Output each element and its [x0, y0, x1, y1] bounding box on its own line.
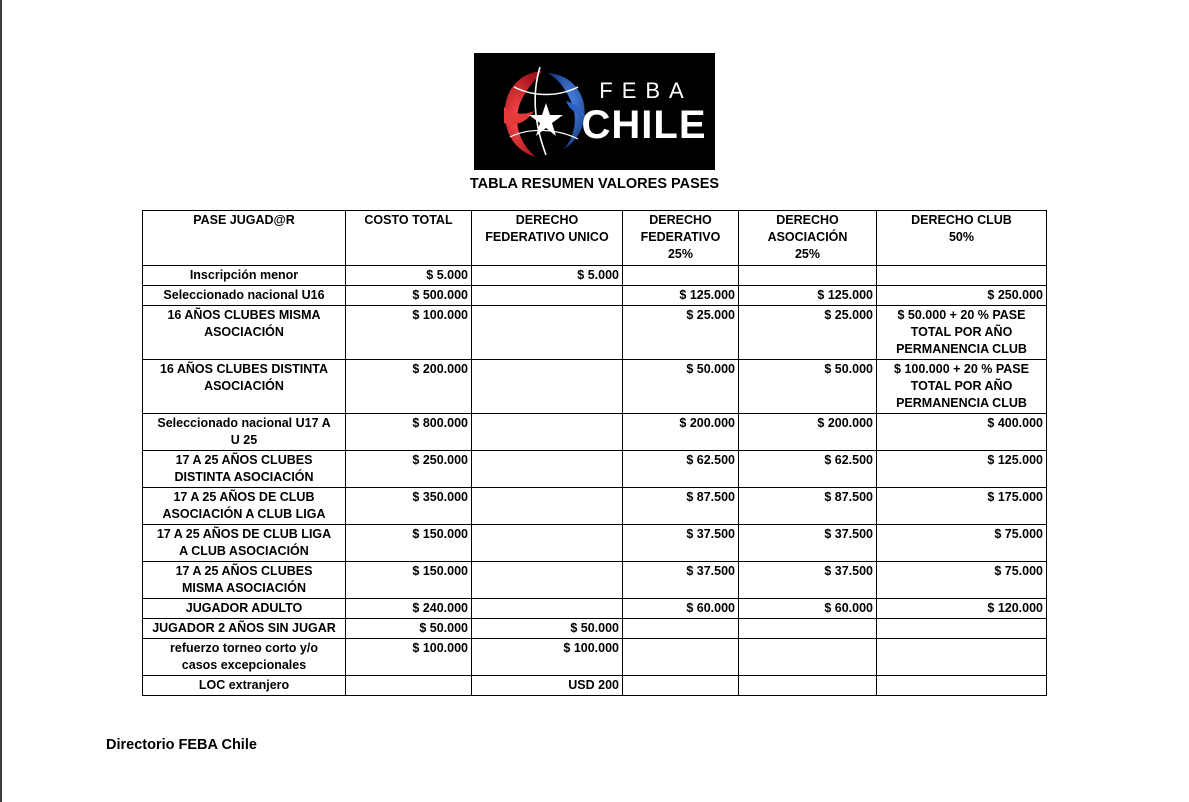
cell-derecho-federativo: $ 37.500	[623, 562, 739, 599]
cell-derecho-club: $ 100.000 + 20 % PASE TOTAL POR AÑO PERMANENCIA CLUB	[877, 360, 1047, 414]
cell-pase-jugador: refuerzo torneo corto y/o casos excepcionales	[143, 639, 346, 676]
cell-derecho-unico: $ 100.000	[472, 639, 623, 676]
cell-derecho-unico	[472, 562, 623, 599]
cell-derecho-asociacion: $ 60.000	[739, 599, 877, 619]
cell-derecho-federativo	[623, 619, 739, 639]
logo-text-chile: CHILE	[581, 103, 707, 147]
table-row	[143, 266, 1047, 286]
header-pase: PASE JUGAD@R	[143, 211, 346, 266]
table-row	[143, 451, 1047, 488]
cell-pase-jugador: Seleccionado nacional U17 A U 25	[143, 414, 346, 451]
cell-derecho-asociacion: $ 62.500	[739, 451, 877, 488]
cell-costo-total: $ 5.000	[346, 266, 472, 286]
basketball-star-icon	[504, 67, 586, 157]
cell-derecho-federativo	[623, 639, 739, 676]
cell-derecho-club: $ 75.000	[877, 562, 1047, 599]
table-row	[143, 286, 1047, 306]
cell-derecho-unico	[472, 286, 623, 306]
table-row	[143, 306, 1047, 360]
cell-derecho-unico: $ 5.000	[472, 266, 623, 286]
cell-derecho-federativo: $ 125.000	[623, 286, 739, 306]
header-derecho-federativo: DERECHO FEDERATIVO 25%	[623, 211, 739, 266]
table-body	[143, 266, 1047, 696]
cell-derecho-club: $ 75.000	[877, 525, 1047, 562]
cell-derecho-asociacion: $ 125.000	[739, 286, 877, 306]
cell-derecho-club: $ 175.000	[877, 488, 1047, 525]
cell-derecho-club	[877, 676, 1047, 696]
cell-derecho-club	[877, 619, 1047, 639]
table-row	[143, 599, 1047, 619]
cell-costo-total: $ 100.000	[346, 306, 472, 360]
cell-costo-total: $ 50.000	[346, 619, 472, 639]
cell-derecho-federativo	[623, 266, 739, 286]
cell-derecho-federativo: $ 200.000	[623, 414, 739, 451]
cell-costo-total	[346, 676, 472, 696]
cell-derecho-federativo	[623, 676, 739, 696]
feba-chile-logo	[474, 53, 715, 170]
summary-table	[142, 210, 1047, 696]
cell-derecho-asociacion	[739, 266, 877, 286]
cell-derecho-asociacion: $ 37.500	[739, 562, 877, 599]
cell-derecho-club: $ 120.000	[877, 599, 1047, 619]
cell-derecho-asociacion: $ 50.000	[739, 360, 877, 414]
cell-derecho-club	[877, 266, 1047, 286]
cell-pase-jugador: 16 AÑOS CLUBES DISTINTA ASOCIACIÓN	[143, 360, 346, 414]
cell-derecho-federativo: $ 50.000	[623, 360, 739, 414]
cell-derecho-unico: USD 200	[472, 676, 623, 696]
table-row	[143, 414, 1047, 451]
cell-derecho-asociacion: $ 200.000	[739, 414, 877, 451]
cell-pase-jugador: 17 A 25 AÑOS DE CLUB LIGA A CLUB ASOCIACIÓN	[143, 525, 346, 562]
cell-costo-total: $ 250.000	[346, 451, 472, 488]
cell-derecho-club: $ 400.000	[877, 414, 1047, 451]
cell-costo-total: $ 100.000	[346, 639, 472, 676]
table-row	[143, 676, 1047, 696]
cell-derecho-asociacion	[739, 676, 877, 696]
cell-derecho-club: $ 250.000	[877, 286, 1047, 306]
table-row	[143, 639, 1047, 676]
cell-derecho-club	[877, 639, 1047, 676]
cell-derecho-club: $ 50.000 + 20 % PASE TOTAL POR AÑO PERMANENCIA CLUB	[877, 306, 1047, 360]
table-row	[143, 619, 1047, 639]
cell-pase-jugador: JUGADOR ADULTO	[143, 599, 346, 619]
cell-pase-jugador: 17 A 25 AÑOS CLUBES DISTINTA ASOCIACIÓN	[143, 451, 346, 488]
cell-costo-total: $ 500.000	[346, 286, 472, 306]
cell-derecho-unico	[472, 488, 623, 525]
cell-derecho-asociacion: $ 37.500	[739, 525, 877, 562]
cell-derecho-unico	[472, 306, 623, 360]
cell-derecho-asociacion	[739, 619, 877, 639]
cell-derecho-unico	[472, 451, 623, 488]
cell-derecho-unico	[472, 414, 623, 451]
cell-pase-jugador: 17 A 25 AÑOS CLUBES MISMA ASOCIACIÓN	[143, 562, 346, 599]
cell-pase-jugador: 17 A 25 AÑOS DE CLUB ASOCIACIÓN A CLUB LIGA	[143, 488, 346, 525]
table-row	[143, 488, 1047, 525]
cell-derecho-unico	[472, 525, 623, 562]
logo-text-feba: FEBA	[599, 78, 693, 103]
header-costo: COSTO TOTAL	[346, 211, 472, 266]
cell-derecho-federativo: $ 37.500	[623, 525, 739, 562]
footer-signature: Directorio FEBA Chile	[106, 737, 257, 753]
cell-derecho-club: $ 125.000	[877, 451, 1047, 488]
cell-costo-total: $ 150.000	[346, 525, 472, 562]
cell-costo-total: $ 150.000	[346, 562, 472, 599]
cell-pase-jugador: JUGADOR 2 AÑOS SIN JUGAR	[143, 619, 346, 639]
cell-costo-total: $ 200.000	[346, 360, 472, 414]
header-derecho-unico: DERECHO FEDERATIVO UNICO	[472, 211, 623, 266]
cell-costo-total: $ 240.000	[346, 599, 472, 619]
header-row	[143, 211, 1047, 266]
document-title: TABLA RESUMEN VALORES PASES	[469, 176, 720, 192]
header-derecho-asociacion: DERECHO ASOCIACIÓN 25%	[739, 211, 877, 266]
page-edge	[0, 0, 2, 802]
cell-pase-jugador: Seleccionado nacional U16	[143, 286, 346, 306]
cell-pase-jugador: LOC extranjero	[143, 676, 346, 696]
table-row	[143, 525, 1047, 562]
cell-derecho-federativo: $ 60.000	[623, 599, 739, 619]
cell-derecho-asociacion: $ 87.500	[739, 488, 877, 525]
cell-derecho-federativo: $ 25.000	[623, 306, 739, 360]
cell-costo-total: $ 350.000	[346, 488, 472, 525]
table-row	[143, 562, 1047, 599]
header-derecho-club: DERECHO CLUB 50%	[877, 211, 1047, 266]
cell-derecho-federativo: $ 62.500	[623, 451, 739, 488]
cell-costo-total: $ 800.000	[346, 414, 472, 451]
cell-derecho-asociacion: $ 25.000	[739, 306, 877, 360]
cell-derecho-unico	[472, 599, 623, 619]
cell-derecho-unico	[472, 360, 623, 414]
table-row	[143, 360, 1047, 414]
cell-pase-jugador: Inscripción menor	[143, 266, 346, 286]
cell-derecho-federativo: $ 87.500	[623, 488, 739, 525]
cell-derecho-unico: $ 50.000	[472, 619, 623, 639]
cell-pase-jugador: 16 AÑOS CLUBES MISMA ASOCIACIÓN	[143, 306, 346, 360]
cell-derecho-asociacion	[739, 639, 877, 676]
